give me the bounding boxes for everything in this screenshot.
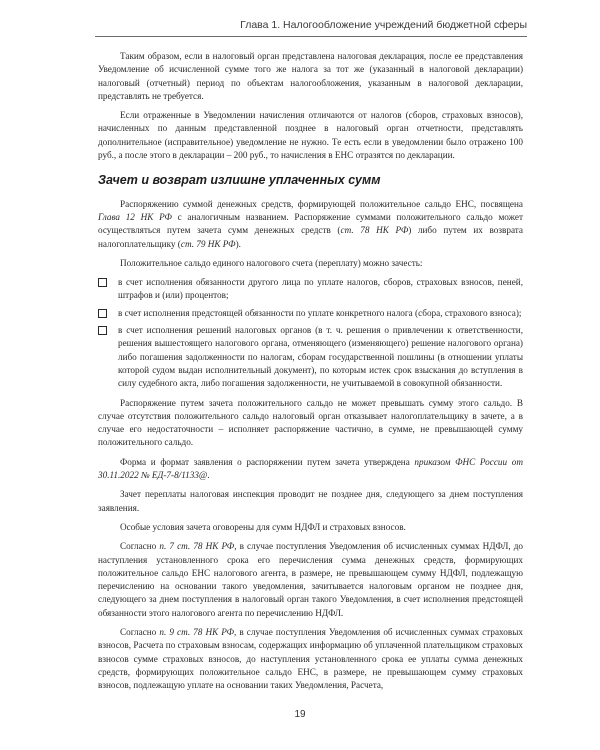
paragraph: Форма и формат заявления о распоряжении путем зачета утверждена приказом ФНС России от 30.11.2022 № ЕД-7-8/1133@. [98, 456, 523, 481]
order-reference: приказом ФНС России от 30.11.2022 № ЕД-7-8/1133@ [98, 456, 523, 481]
checkbox-bullet-icon [98, 326, 107, 335]
offset-options-list [98, 276, 523, 390]
paragraph: Согласно п. 7 ст. 78 НК РФ, в случае поступления Уведомления об исчисленных суммах НДФЛ, до наступления установленного срока его перечисления сумма денежных средств, формирующих положительное сальдо ЕНС налогового агента, в размере, не превышающем сумму НДФЛ, подлежащую перечислению на основании такого уведомления, зачитывается налоговым органом не позднее дня, следующего за днем поступления в налоговый орган такого Уведомления, в счет исполнения предстоящей обязанности этого налогового агента по перечислению НДФЛ. [98, 541, 523, 618]
law-reference: ст. 78 НК РФ [340, 225, 409, 236]
paragraph: Распоряжение путем зачета положительного сальдо не может превышать сумму этого сальдо. В случае отсутствия положительного сальдо налоговый орган отказывает налогоплательщику в зачете, а в случае его недостаточности – исполняет распоряжение частично, в сумме, не превышающей сумму положительного сальдо. [98, 397, 523, 448]
law-reference: п. 7 ст. 78 НК РФ [159, 541, 235, 552]
law-reference: Глава 12 НК РФ [98, 211, 172, 222]
list-intro: Положительное сальдо единого налогового счета (переплату) можно зачесть: [120, 257, 423, 268]
paragraph: Особые условия зачета оговорены для сумм НДФЛ и страховых взносов. [120, 521, 406, 532]
page-number: 19 [294, 709, 306, 720]
law-reference: ст. 79 НК РФ [180, 238, 236, 249]
section-heading: Зачет и возврат излишне уплаченных сумм [98, 173, 381, 188]
paragraph: Зачет переплаты налоговая инспекция проводит не позднее дня, следующего за днем поступления заявления. [98, 489, 523, 513]
running-header [95, 16, 527, 37]
list-item: в счет исполнения обязанности другого лица по уплате налогов, сборов, страховых взносов, пеней, штрафов и (или) процентов; [98, 276, 523, 303]
chapter-title: Глава 1. Налогообложение учреждений бюджетной сферы [240, 19, 527, 31]
page-content [98, 50, 523, 698]
list-item: в счет исполнения предстоящей обязанности по уплате конкретного налога (сбора, страхового взноса); [98, 307, 523, 320]
checkbox-bullet-icon [98, 309, 107, 318]
paragraph: Распоряжению суммой денежных средств, формирующей положительное сальдо ЕНС, посвящена Глава 12 НК РФ с аналогичным названием. Распоряжение суммами положительного сальдо может осуществляться путем зачета сумм денежных средств (ст. 78 НК РФ) либо путем их возврата налогоплательщику (ст. 79 НК РФ). [98, 198, 523, 249]
paragraph: Согласно п. 9 ст. 78 НК РФ, в случае поступления Уведомления об исчисленных суммах страховых взносов, Расчета по страховым взносам, содержащих информацию об уплаченной плательщиком страховых взносов сумме страховых взносов, до наступления установленного срока ее уплаты сумма денежных средств, формирующих положительное сальдо ЕНС, в размере, не превышающем сумму страховых взносов, подлежащую уплате на основании таких Уведомления, Расчета, [98, 626, 523, 691]
list-item: в счет исполнения решений налоговых органов (в т. ч. решения о привлечении к ответственности, решения вышестоящего налогового органа, отменяющего (изменяющего) решение налогового органа) либо погашения задолженности по налогам, сборам государственной пошлины (в отношении уплаты которой судом выдан исполнительный документ), по которым истек срок взыскания до вступления в силу судебного акта, либо погашения задолженности, не учитываемой в совокупной обязанности. [98, 324, 523, 390]
checkbox-bullet-icon [98, 278, 107, 287]
paragraph: Таким образом, если в налоговый орган представлена налоговая декларация, после ее представления Уведомление об исчисленной сумме того же налога за тот же (указанный в налоговой декларации) налоговый (отчетный) период по объектам налогообложения, указанным в налоговой декларации, представлять не требуется. [98, 51, 523, 101]
law-reference: п. 9 ст. 78 НК РФ [159, 626, 235, 637]
paragraph: Если отраженные в Уведомлении начисления отличаются от налогов (сборов, страховых взносов), начисленных по данным представленной позднее в налоговый орган отчетности, представлять дополнительное (исправительное) уведомление не нужно. Те есть если в уведомлении было отражено 100 руб., а после этого в декларации – 200 руб., то начисления в ЕНС отразятся по декларации. [98, 110, 523, 161]
